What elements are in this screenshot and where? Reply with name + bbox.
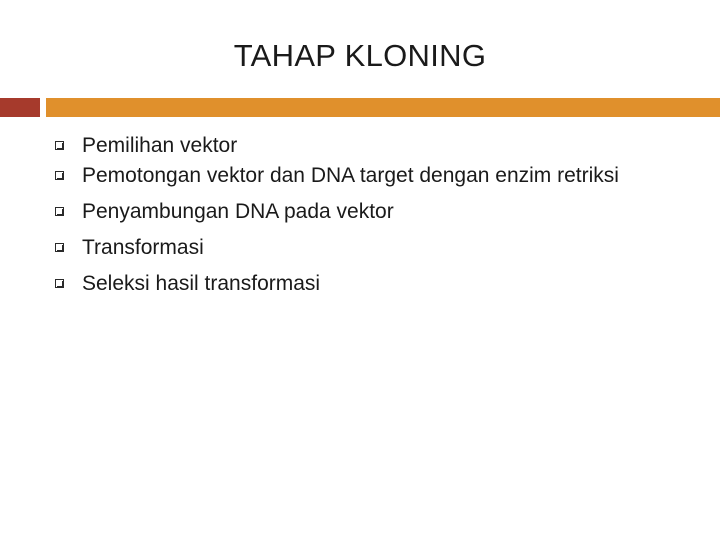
list-item [0, 234, 720, 261]
list-item-text: Pemilihan vektor [82, 134, 238, 157]
list-item [0, 198, 720, 225]
list-item-text: Pemotongan vektor dan DNA target dengan enzim retriksi [82, 164, 619, 187]
bullet-list [0, 132, 720, 306]
square-bullet-icon [55, 243, 64, 252]
list-item [0, 162, 720, 189]
list-item-text: Transformasi [82, 236, 204, 259]
list-item [0, 270, 720, 297]
square-bullet-icon [55, 141, 64, 150]
square-bullet-icon [55, 207, 64, 216]
title-rule-accent [46, 98, 720, 117]
list-item-text: Penyambungan DNA pada vektor [82, 200, 394, 223]
title-rule-accent-dark [0, 98, 40, 117]
list-item [0, 132, 720, 159]
square-bullet-icon [55, 171, 64, 180]
square-bullet-icon [55, 279, 64, 288]
list-item-text: Seleksi hasil transformasi [82, 272, 321, 295]
slide-title: TAHAP KLONING [233, 38, 487, 73]
